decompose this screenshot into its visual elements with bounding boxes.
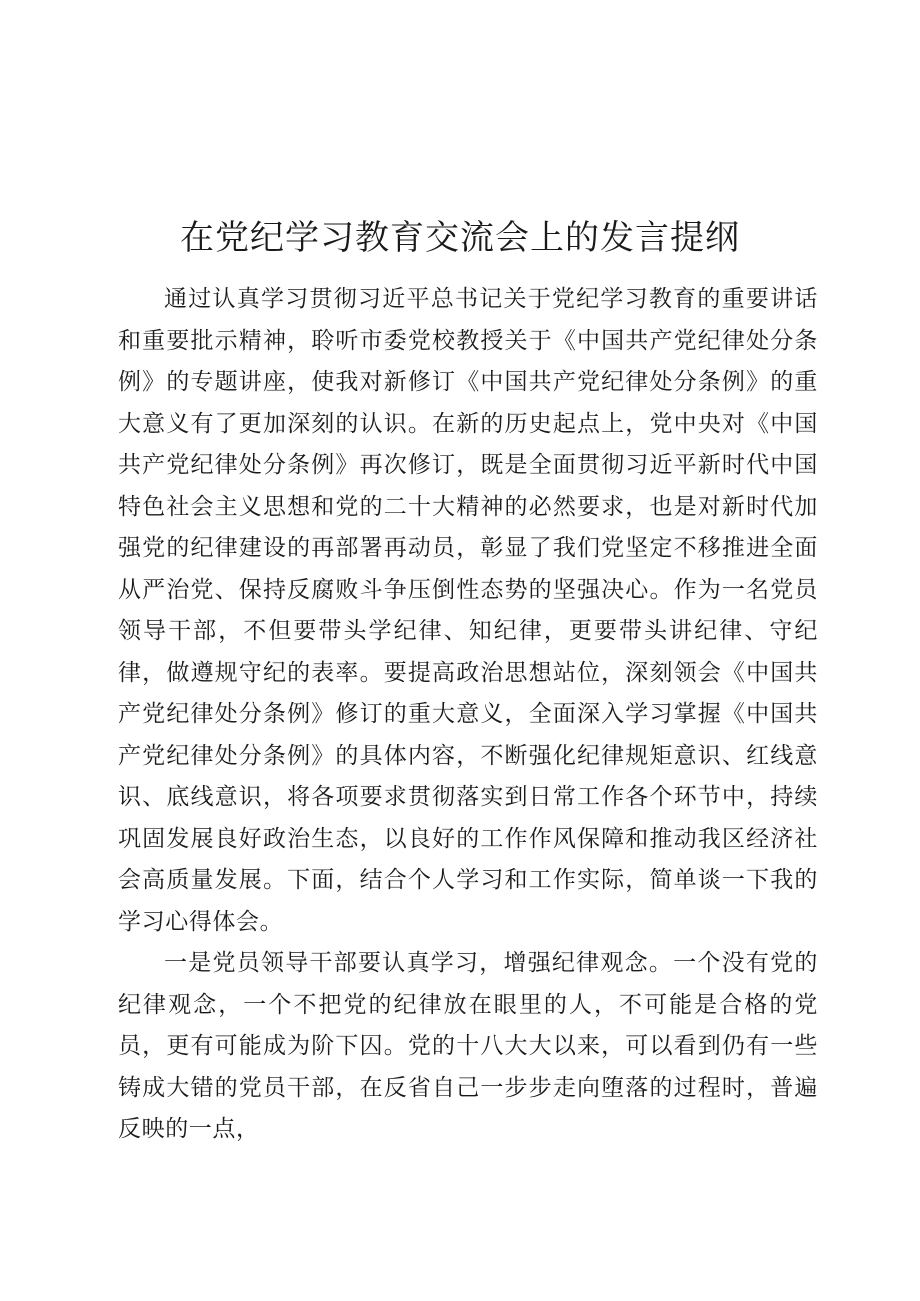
paragraph-intro: 通过认真学习贯彻习近平总书记关于党纪学习教育的重要讲话和重要批示精神，聆听市委党校教授关于《中国共产党纪律处分条例》的专题讲座，使我对新修订《中国共产党纪律处分条例》的重大意义有了更加深刻的认识。在新的历史起点上，党中央对《中国共产党纪律处分条例》再次修订，既是全面贯彻习近平新时代中国特色社会主义思想和党的二十大精神的必然要求，也是对新时代加强党的纪律建设的再部署再动员，彰显了我们党坚定不移推进全面从严治党、保持反腐败斗争压倒性态势的坚强决心。作为一名党员领导干部，不但要带头学纪律、知纪律，更要带头讲纪律、守纪律，做遵规守纪的表率。要提高政治思想站位，深刻领会《中国共产党纪律处分条例》修订的重大意义，全面深入学习掌握《中国共产党纪律处分条例》的具体内容，不断强化纪律规矩意识、红线意识、底线意识，将各项要求贯彻落实到日常工作各个环节中，持续巩固发展良好政治生态，以良好的工作作风保障和推动我区经济社会高质量发展。下面，结合个人学习和工作实际，简单谈一下我的学习心得体会。 [118,286,818,935]
document-body [118,279,818,1151]
document-title: 在党纪学习教育交流会上的发言提纲 [180,218,740,258]
paragraph-point-one: 一是党员领导干部要认真学习，增强纪律观念。一个没有党的纪律观念，一个不把党的纪律放在眼里的人，不可能是合格的党员，更有可能成为阶下囚。党的十八大大以来，可以看到仍有一些铸成大错的党员干部，在反省自己一步步走向堕落的过程时，普遍反映的一点， [118,950,818,1142]
